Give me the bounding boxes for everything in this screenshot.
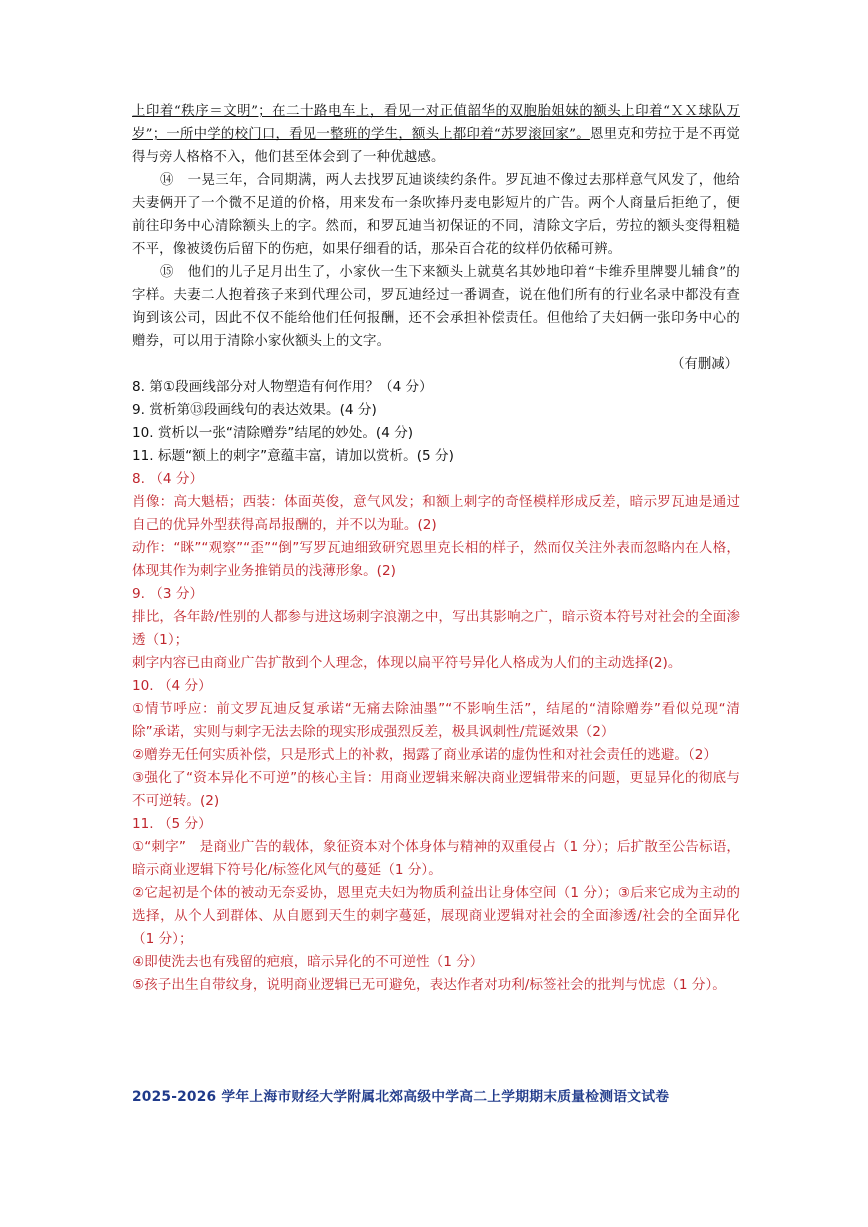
question-8: 8. 第①段画线部分对人物塑造有何作用？（4 分）: [132, 379, 433, 395]
answer-10-point-3: ③强化了“资本异化不可逆”的核心主旨：用商业逻辑来解决商业逻辑带来的问题，更显异化的彻底与不可逆转。(2): [132, 770, 740, 809]
answer-8-point-1: 肖像：高大魁梧；西装：体面英俊，意气风发；和额上刺字的奇怪模样形成反差，暗示罗瓦迪是通过自己的优异外型获得高昂报酬的，并不以为耻。(2): [132, 494, 740, 533]
passage-paragraph-15: ⑮ 他们的儿子足月出生了，小家伙一生下来额头上就莫名其妙地印着“卡维乔里牌婴儿辅食”的字样。夫妻二人抱着孩子来到代理公司，罗瓦迪经过一番调查，说在他们所有的行业名录中都没有查询到该公司，因此不仅不能给他们任何报酬，还不会承担补偿责任。但他给了夫妇俩一张印务中心的赠券，可以用于清除小家伙额头上的文字。: [132, 265, 740, 349]
paragraph-text: 恩里克和劳拉于是不再觉得与旁人格格不入，他们甚至体会到了一种优越感。: [132, 127, 740, 165]
answer-9-heading: 9. （3 分）: [132, 586, 204, 602]
exam-title-footer: 2025-2026 学年上海市财经大学附属北郊高级中学高二上学期期末质量检测语文试卷: [132, 1089, 670, 1105]
answer-11-heading: 11. （5 分）: [132, 816, 212, 832]
answer-11-point-4: ⑤孩子出生自带纹身，说明商业逻辑已无可避免，表达作者对功利/标签社会的批判与忧虑（1 分）。: [132, 977, 726, 993]
answer-9-point-2: 刺字内容已由商业广告扩散到个人理念，体现以扁平符号异化人格成为人们的主动选择(2)。: [132, 655, 682, 671]
answer-8-point-2: 动作：“眯”“观察”“歪”“倒”写罗瓦迪细致研究恩里克长相的样子，然而仅关注外表而忽略内在人格，体现其作为刺字业务推销员的浅薄形象。(2): [132, 540, 740, 579]
answer-11-point-2: ②它起初是个体的被动无奈妥协，恩里克夫妇为物质利益出让身体空间（1 分）；③后来它成为主动的选择，从个人到群体、从自愿到天生的刺字蔓延，展现商业逻辑对社会的全面渗透/社会的全面异化（1 分）；: [132, 885, 740, 947]
question-10: 10. 赏析以一张“清除赠券”结尾的妙处。(4 分): [132, 425, 414, 441]
passage-paragraph-14: ⑭ 一晃三年，合同期满，两人去找罗瓦迪谈续约条件。罗瓦迪不像过去那样意气风发了，他给夫妻俩开了一个微不足道的价格，用来发布一条吹捧丹麦电影短片的广告。两个人商量后拒绝了，便前往印务中心清除额头上的字。然而，和罗瓦迪当初保证的不同，清除文字后，劳拉的额头变得粗糙不平，像被烫伤后留下的伤疤，如果仔细看的话，那朵百合花的纹样仍依稀可辨。: [132, 173, 740, 257]
answer-9-point-1: 排比，各年龄/性别的人都参与进这场刺字浪潮之中，写出其影响之广，暗示资本符号对社会的全面渗透（1）；: [132, 609, 740, 648]
passage-paragraph-top: [132, 100, 740, 169]
answer-8-heading: 8. （4 分）: [132, 471, 204, 487]
answer-10-point-2: ②赠券无任何实质补偿，只是形式上的补救，揭露了商业承诺的虚伪性和对社会责任的逃避。（2）: [132, 747, 717, 763]
question-9: 9. 赏析第⑬段画线句的表达效果。(4 分): [132, 402, 377, 418]
answer-11-point-3: ④即使洗去也有残留的疤痕，暗示异化的不可逆性（1 分）: [132, 954, 484, 970]
answer-10-heading: 10. （4 分）: [132, 678, 212, 694]
underlined-sentence: 上印着“秩序＝文明”；在二十路电车上，看见一对正值韶华的双胞胎姐妹的额头上印着“ＸＸ球队万岁”；一所中学的校门口，看见一整班的学生，额头上都印着“苏罗滚回家”。: [132, 104, 740, 142]
answer-11-point-1: ①“刺字” 是商业广告的载体，象征资本对个体身体与精神的双重侵占（1 分）；后扩散至公告标语，暗示商业逻辑下符号化/标签化风气的蔓延（1 分）。: [132, 839, 740, 878]
edit-note: （有删减）: [671, 357, 738, 372]
answer-10-point-1: ①情节呼应：前文罗瓦迪反复承诺“无痛去除油墨”“不影响生活”，结尾的“清除赠券”看似兑现“清除”承诺，实则与刺字无法去除的现实形成强烈反差，极具讽刺性/荒诞效果（2）: [132, 701, 740, 740]
document-page: [132, 100, 740, 997]
question-11: 11. 标题“额上的刺字”意蕴丰富，请加以赏析。(5 分): [132, 448, 454, 464]
